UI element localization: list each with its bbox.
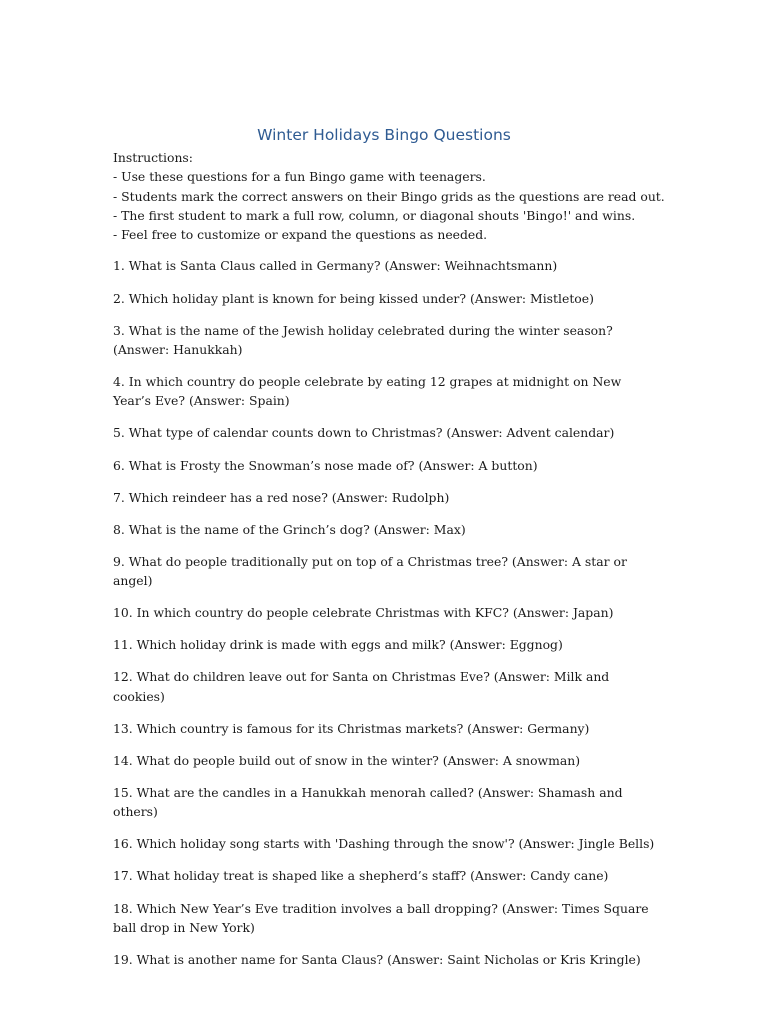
- question-item: 14. What do people build out of snow in the winter? (Answer: A snowman): [113, 752, 581, 768]
- question-item: 19. What is another name for Santa Claus? (Answer: Saint Nicholas or Kris Kringle): [113, 951, 641, 967]
- instruction-item: - The first student to mark a full row, column, or diagonal shouts 'Bingo!' and wins.: [113, 207, 636, 223]
- question-item: 5. What type of calendar counts down to Christmas? (Answer: Advent calendar): [113, 425, 615, 441]
- question-item: 10. In which country do people celebrate Christmas with KFC? (Answer: Japan): [113, 605, 614, 621]
- instruction-item: - Feel free to customize or expand the questions as needed.: [113, 227, 488, 243]
- question-list: [113, 256, 658, 969]
- instructions-heading: Instructions:: [113, 150, 193, 165]
- instruction-item: - Students mark the correct answers on their Bingo grids as the questions are read out.: [113, 188, 665, 204]
- question-item: 1. What is Santa Claus called in Germany? (Answer: Weihnachtsmann): [113, 258, 558, 274]
- question-item: 11. Which holiday drink is made with eggs and milk? (Answer: Eggnog): [113, 637, 563, 653]
- question-item: 13. Which country is famous for its Christmas markets? (Answer: Germany): [113, 720, 590, 736]
- document-body: [113, 148, 665, 982]
- instruction-item: - Use these questions for a fun Bingo game with teenagers.: [113, 169, 486, 185]
- question-item: 6. What is Frosty the Snowman’s nose made of? (Answer: A button): [113, 457, 538, 473]
- question-item: 18. Which New Year’s Eve tradition involves a ball dropping? (Answer: Times Square ball drop in New York): [113, 900, 649, 935]
- question-item: 15. What are the candles in a Hanukkah menorah called? (Answer: Shamash and others): [113, 784, 623, 820]
- question-item: 16. Which holiday song starts with 'Dashing through the snow'? (Answer: Jingle Bells): [113, 836, 655, 852]
- question-item: 3. What is the name of the Jewish holiday celebrated during the winter season? (Answer: Hanukkah): [113, 322, 613, 357]
- question-item: 9. What do people traditionally put on top of a Christmas tree? (Answer: A star or angel): [113, 553, 627, 589]
- document-title: Winter Holidays Bingo Questions: [257, 126, 511, 144]
- instructions-block: [113, 148, 665, 244]
- question-item: 8. What is the name of the Grinch’s dog? (Answer: Max): [113, 521, 466, 537]
- question-item: 7. Which reindeer has a red nose? (Answer: Rudolph): [113, 489, 450, 505]
- question-item: 12. What do children leave out for Santa on Christmas Eve? (Answer: Milk and cookies): [113, 669, 610, 704]
- question-item: 17. What holiday treat is shaped like a shepherd’s staff? (Answer: Candy cane): [113, 868, 609, 884]
- question-item: 2. Which holiday plant is known for being kissed under? (Answer: Mistletoe): [113, 290, 594, 306]
- question-item: 4. In which country do people celebrate by eating 12 grapes at midnight on New Year’s Eve? (Answer: Spain): [113, 374, 622, 409]
